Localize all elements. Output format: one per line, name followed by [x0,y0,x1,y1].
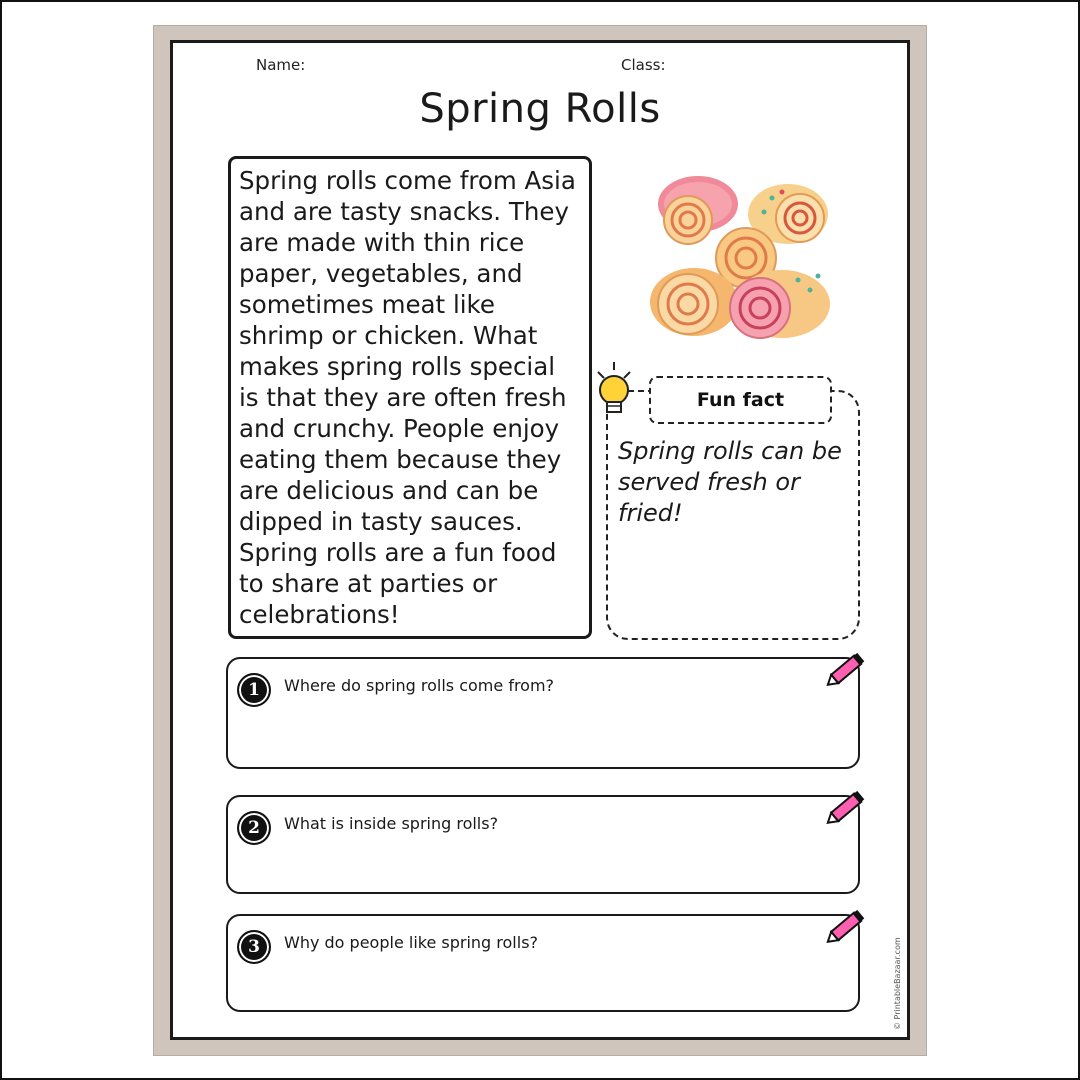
lightbulb-icon [592,360,642,420]
copyright-text: © PrintableBazaar.com [893,937,902,1030]
class-label: Class: [621,56,666,74]
pencil-icon [820,647,870,695]
question-text-1: Where do spring rolls come from? [284,676,555,695]
reading-passage-box [228,156,592,639]
page-title: Spring Rolls [419,86,661,132]
question-box-1[interactable] [226,657,860,769]
question-text-2: What is inside spring rolls? [284,814,499,833]
question-number-2: 2 [237,811,271,845]
question-box-2[interactable] [226,795,860,894]
question-text-3: Why do people like spring rolls? [284,933,539,952]
question-box-3[interactable] [226,914,860,1012]
name-label: Name: [256,56,306,74]
question-number-1: 1 [237,673,271,707]
spring-rolls-illustration [648,168,834,344]
fun-fact-text: Spring rolls can be served fresh or fried! [618,437,842,527]
fun-fact-label: Fun fact [649,376,832,424]
question-number-3: 3 [237,930,271,964]
roll-top-left [658,176,738,244]
roll-bottom-left [650,268,738,336]
pencil-icon [820,785,870,833]
pencil-icon [820,904,870,952]
reading-passage: Spring rolls come from Asia and are tasty snacks. They are made with thin rice paper, vegetables, and sometimes meat like shrimp or chicken. What makes spring rolls special is that they are often fresh and crunchy. People enjoy eating them because they are delicious and can be dipped in tasty sauces. Spring rolls are a fun food to share at parties or celebrations! [239,166,576,629]
